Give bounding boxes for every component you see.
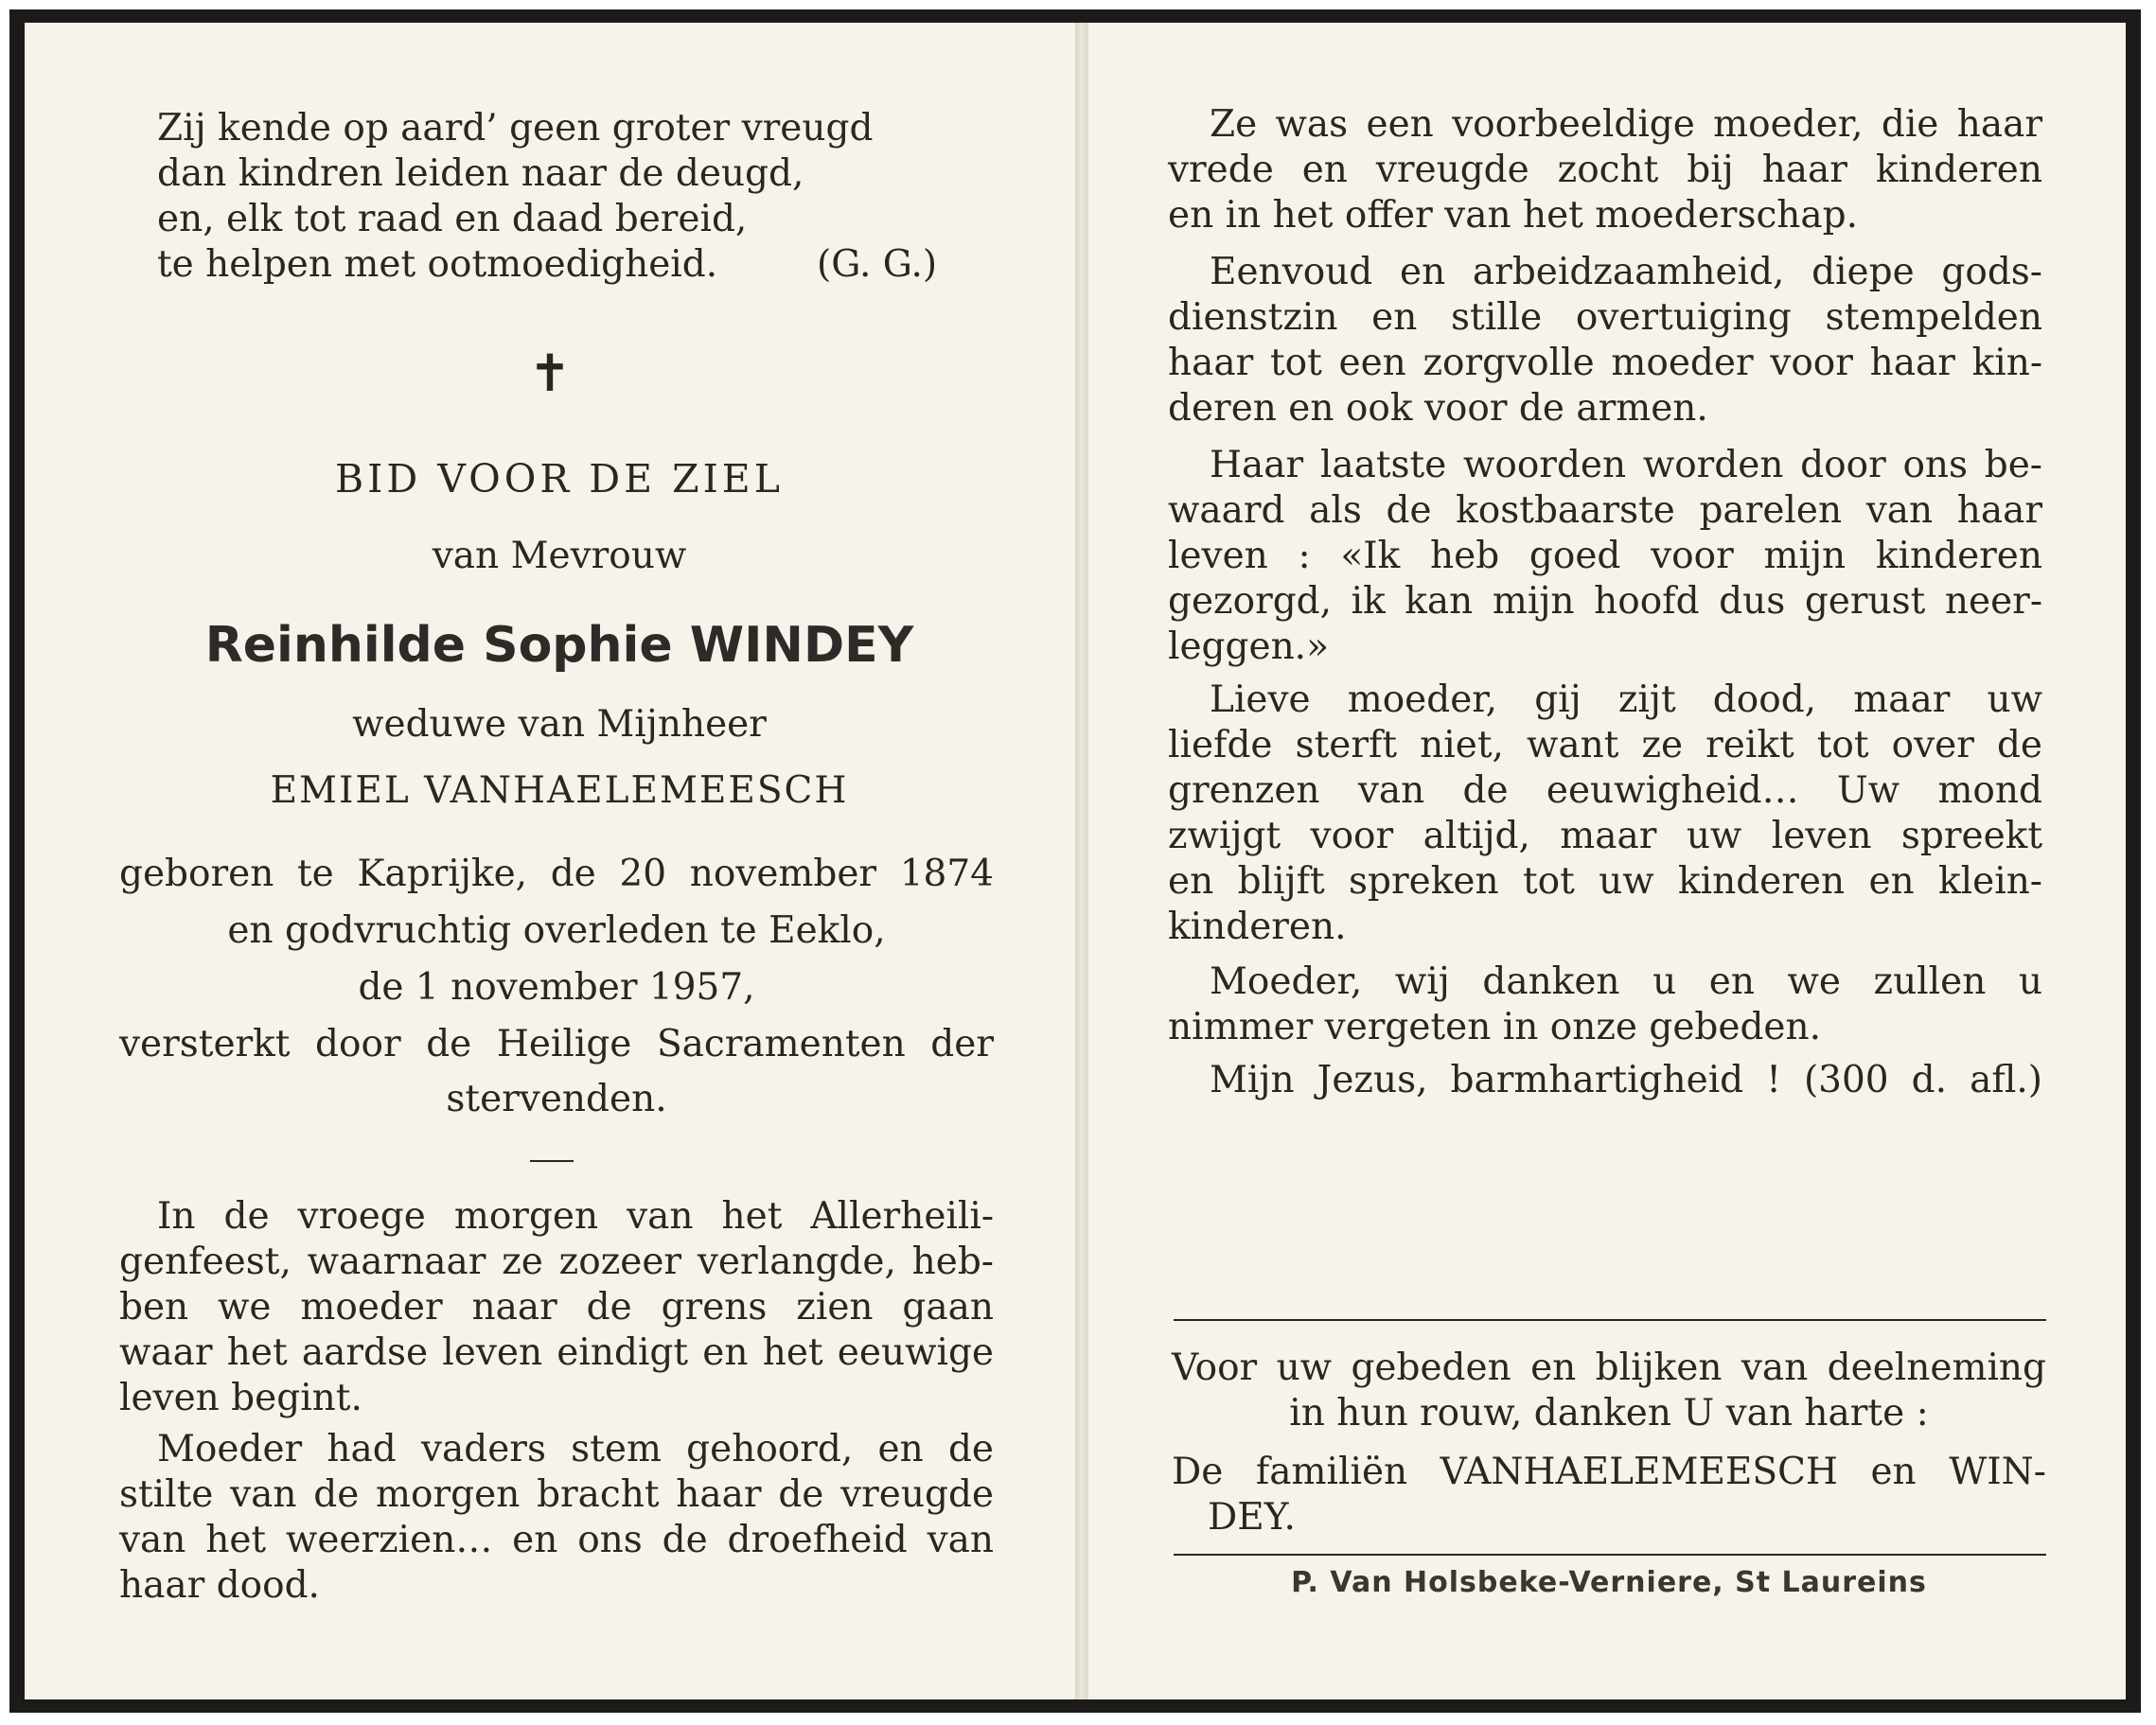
details-line: de 1 november 1957,	[358, 966, 755, 1009]
verse-line: en, elk tot raad en daad bereid,	[157, 198, 748, 240]
widow-line: weduwe van Mijnheer	[352, 703, 767, 746]
paragraph-line: kinderen.	[1168, 906, 1347, 948]
separator	[530, 1160, 574, 1162]
paragraph-line: zwijgt voor altijd, maar uw leven spreekt	[1168, 815, 2042, 857]
families-line: DEY.	[1208, 1496, 1296, 1539]
paragraph-line: waard als de kostbaarste parelen van haar	[1168, 489, 2042, 532]
verse-line: dan kindren leiden naar de deugd,	[157, 152, 804, 195]
paragraph-line: ben we moeder naar de grens zien gaan	[119, 1286, 994, 1329]
details-line: en godvruchtig overleden te Eeklo,	[227, 909, 886, 952]
card-fold	[1075, 23, 1088, 1699]
paragraph-line: en blijft spreken tot uw kinderen en klein-	[1168, 860, 2042, 903]
paragraph-line: nimmer vergeten in onze gebeden.	[1168, 1006, 1822, 1048]
deceased-name: Reinhilde Sophie WINDEY	[204, 617, 914, 674]
paragraph-line: Haar laatste woorden worden door ons be-	[1210, 444, 2042, 486]
paragraph-line: Eenvoud en arbeidzaamheid, diepe gods-	[1210, 251, 2042, 293]
paragraph-line: Moeder, wij danken u en we zullen u	[1210, 960, 2042, 1003]
printer-credit: P. Van Holsbeke-Verniere, St Laureins	[1291, 1566, 1927, 1599]
verse-line: Zij kende op aard’ geen groter vreugd	[157, 107, 874, 150]
paragraph-line: Lieve moeder, gij zijt dood, maar uw	[1210, 678, 2042, 721]
heading: BID VOOR DE ZIEL	[335, 456, 784, 502]
spouse-name: EMIEL VANHAELEMEESCH	[270, 769, 849, 812]
paragraph-line: leven begint.	[119, 1377, 362, 1419]
paragraph-line: gezorgd, ik kan mijn hoofd dus gerust neer-	[1168, 580, 2042, 623]
paragraph-line: liefde sterft niet, want ze reikt tot over de	[1168, 724, 2042, 766]
paragraph-line: Ze was een voorbeeldige moeder, die haar	[1210, 103, 2042, 146]
paragraph-line: haar dood.	[119, 1564, 320, 1607]
details-line: geboren te Kaprijke, de 20 november 1874	[119, 853, 994, 895]
families-line: De familiën VANHAELEMEESCH en WIN-	[1172, 1451, 2046, 1493]
thanks-line: in hun rouw, danken U van harte :	[1289, 1392, 1929, 1435]
paragraph-line: Moeder had vaders stem gehoord, en de	[157, 1428, 994, 1470]
paragraph-line: leven : «Ik heb goed voor mijn kinderen	[1168, 535, 2042, 577]
prefix: van Mevrouw	[432, 535, 687, 577]
paragraph-line: en in het offer van het moederschap.	[1168, 194, 1859, 237]
paragraph-line: In de vroege morgen van het Allerheili-	[157, 1195, 994, 1238]
paragraph-line: van het weerzien… en ons de droefheid van	[119, 1519, 994, 1561]
paragraph-line: waar het aardse leven eindigt en het eeuwige	[119, 1331, 994, 1374]
thanks-line: Voor uw gebeden en blijken van deelneming	[1172, 1347, 2046, 1389]
divider-top	[1174, 1319, 2046, 1321]
verse-line: te helpen met ootmoedigheid.	[157, 243, 718, 286]
paragraph-line: grenzen van de eeuwigheid… Uw mond	[1168, 769, 2042, 812]
paragraph-line: vrede en vreugde zocht bij haar kinderen	[1168, 149, 2042, 191]
paragraph-line: stilte van de morgen bracht haar de vreugde	[119, 1473, 994, 1516]
verse-attribution: (G. G.)	[817, 243, 938, 286]
prayer: Mijn Jezus, barmhartigheid ! (300 d. afl.)	[1210, 1059, 2042, 1101]
paragraph-line: dienstzin en stille overtuiging stempelden	[1168, 296, 2042, 339]
paragraph-line: haar tot een zorgvolle moeder voor haar kin-	[1168, 342, 2042, 384]
divider-bottom	[1174, 1554, 2046, 1556]
details-line: stervenden.	[446, 1078, 667, 1120]
details-line: versterkt door de Heilige Sacramenten der	[119, 1023, 994, 1065]
paragraph-line: leggen.»	[1168, 625, 1329, 668]
paragraph-line: deren en ook voor de armen.	[1168, 387, 1708, 430]
cross-icon: ✝	[528, 343, 572, 403]
paragraph-line: genfeest, waarnaar ze zozeer verlangde, heb-	[119, 1241, 994, 1283]
